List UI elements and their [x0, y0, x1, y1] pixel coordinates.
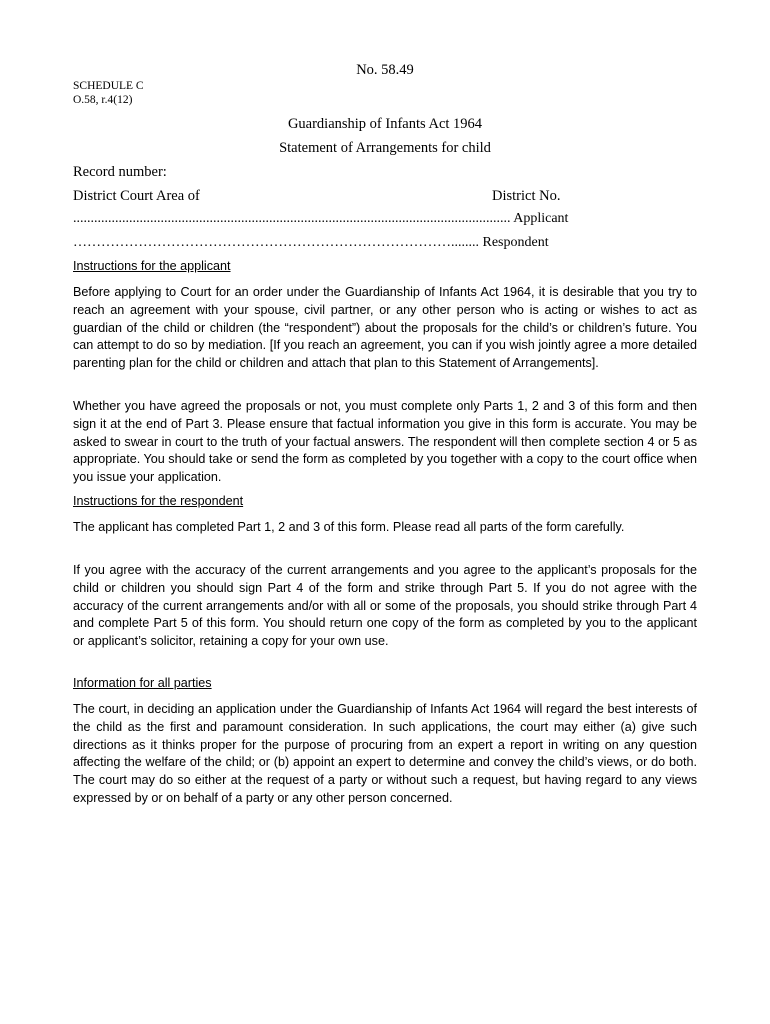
applicant-paragraph: Before applying to Court for an order under the Guardianship of Infants Act 1964, it is desirable that you try to reach an agreement with your spouse, civil partner, or any other person who is acting or wishes to act as guardian of the child or children (the “respondent”) about the proposals for the child’s or children’s future. You can attempt to do so by mediation. [If you reach an agreement, you can if you wish jointly agree a more detailed parenting plan for the child or children and attach that plan to this Statement of Arrangements].: [73, 285, 697, 371]
applicant-line: ............................................................................................................................. Applicant: [73, 211, 569, 226]
form-number-text: No. 58.49: [356, 62, 414, 78]
statement-title: Statement of Arrangements for child: [279, 140, 491, 156]
schedule-label: SCHEDULE C: [73, 80, 144, 92]
respondent-line: ………………………………………………………………………........ Respondent: [73, 235, 549, 250]
all-parties-heading: Information for all parties: [73, 676, 212, 690]
form-number: [0, 62, 770, 79]
applicant-paragraph: Whether you have agreed the proposals or not, you must complete only Parts 1, 2 and 3 of this form and then sign it at the end of Part 3. Please ensure that factual information you give in this form is accurate. You may be asked to swear in court to the truth of your factual answers. The respondent will then complete section 4 or 5 as appropriate. You should take or send the form as completed by you together with a copy to the court office when you issue your application.: [73, 399, 697, 485]
applicant-instructions-heading: Instructions for the applicant: [73, 259, 231, 273]
all-parties-paragraph: The court, in deciding an application under the Guardianship of Infants Act 1964 will regard the best interests of the child as the first and paramount consideration. In such applications, the court may either (a) give such directions as it thinks proper for the purpose of procuring from an expert a report in writing on any question affecting the welfare of the child; or (b) appoint an expert to determine and convey the child’s views, or do both. The court may do so either at the request of a party or without such a request, but having regard to any views expressed by or on behalf of a party or any other person concerned.: [73, 702, 697, 805]
order-rule-label: O.58, r.4(12): [73, 94, 133, 106]
act-title: Guardianship of Infants Act 1964: [287, 116, 483, 132]
district-court-area-field: District Court Area of: [73, 188, 200, 204]
respondent-paragraph: If you agree with the accuracy of the current arrangements and you agree to the applicant’s proposals for the child or children you should sign Part 4 of the form and strike through Part 5. If you do not agree with the accuracy of the current arrangements and/or with all or some of the proposals, you should strike through Part 4 and complete Part 5 of this form. You should return one copy of the form as completed by you to the applicant or applicant’s solicitor, retaining a copy for your own use.: [73, 563, 697, 649]
record-number-field: Record number:: [73, 164, 167, 180]
schedule-block: [73, 79, 144, 107]
district-no-field: District No.: [492, 188, 561, 204]
respondent-paragraph: The applicant has completed Part 1, 2 and 3 of this form. Please read all parts of the form carefully.: [73, 520, 625, 534]
respondent-instructions-heading: Instructions for the respondent: [73, 494, 244, 508]
